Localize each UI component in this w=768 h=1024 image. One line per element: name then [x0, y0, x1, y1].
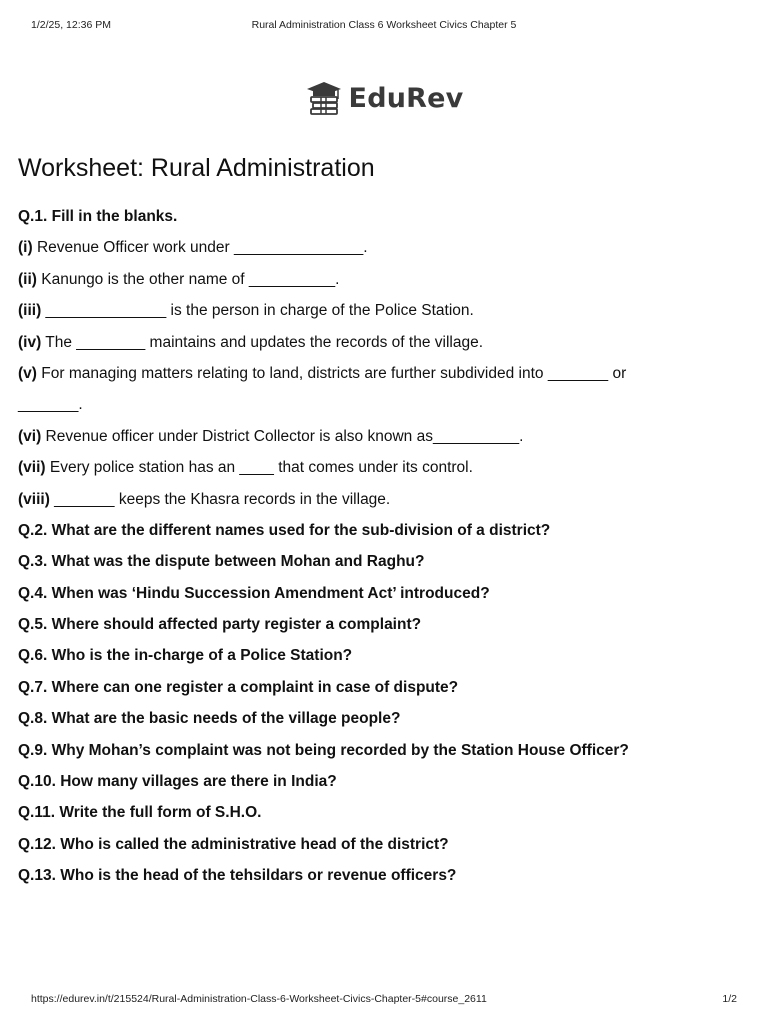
fill-blank-item: [18, 452, 718, 483]
item-number: (iv): [18, 333, 42, 351]
fill-blank-item: [18, 421, 718, 452]
worksheet-content: [18, 201, 718, 892]
item-number: (vi): [18, 427, 42, 445]
question: Q.3. What was the dispute between Mohan and Raghu?: [18, 553, 425, 571]
fill-blank-item: [18, 484, 718, 515]
worksheet-title: Worksheet: Rural Administration: [18, 154, 375, 182]
fill-blank-item: [18, 327, 718, 358]
question: Q.11. Write the full form of S.H.O.: [18, 804, 262, 822]
question: Q.9. Why Mohan’s complaint was not being recorded by the Station House Officer?: [18, 741, 629, 759]
page-url-link[interactable]: https://edurev.in/t/215524/Rural-Administration-Class-6-Worksheet-Civics-Chapter-5#course_2611: [31, 993, 487, 1005]
item-number: (vii): [18, 459, 46, 477]
logo-text: EduRev: [348, 82, 464, 114]
fill-blank-item-continued: [18, 389, 718, 420]
item-text: _______ keeps the Khasra records in the village.: [49, 490, 391, 508]
edurev-logo[interactable]: [0, 78, 768, 118]
item-text: For managing matters relating to land, districts are further subdivided into _______ or: [36, 364, 627, 382]
graduation-cap-books-icon: [305, 80, 343, 116]
item-text: The ________ maintains and updates the records of the village.: [41, 333, 484, 351]
print-doc-title: Rural Administration Class 6 Worksheet Civics Chapter 5: [251, 19, 517, 31]
page-number: 1/2: [722, 993, 737, 1005]
print-header: [0, 19, 768, 33]
fill-blank-item: [18, 295, 718, 326]
question: Q.13. Who is the head of the tehsildars or revenue officers?: [18, 867, 457, 885]
question: Q.10. How many villages are there in India?: [18, 773, 337, 791]
print-datetime: 1/2/25, 12:36 PM: [31, 19, 111, 31]
item-text: _______.: [18, 396, 83, 414]
fill-blank-item: [18, 358, 718, 389]
item-text: Revenue officer under District Collector is also known as__________.: [41, 427, 524, 445]
question: Q.2. What are the different names used for the sub-division of a district?: [18, 521, 551, 539]
question: Q.12. Who is called the administrative head of the district?: [18, 835, 449, 853]
item-number: (viii): [18, 490, 50, 508]
fill-blank-item: [18, 264, 718, 295]
question: Q.4. When was ‘Hindu Succession Amendment Act’ introduced?: [18, 584, 490, 602]
item-text: ______________ is the person in charge of the Police Station.: [41, 302, 474, 320]
item-text: Kanungo is the other name of __________.: [36, 270, 340, 288]
item-number: (iii): [18, 302, 42, 320]
question: Q.5. Where should affected party register a complaint?: [18, 616, 422, 634]
item-text: Every police station has an ____ that comes under its control.: [45, 459, 473, 477]
question: Q.8. What are the basic needs of the village people?: [18, 710, 401, 728]
question: Q.7. Where can one register a complaint in case of dispute?: [18, 678, 459, 696]
question: Q.6. Who is the in-charge of a Police Station?: [18, 647, 353, 665]
item-number: (i): [18, 239, 33, 257]
item-text: Revenue Officer work under _______________.: [32, 239, 368, 257]
q1-heading: Q.1. Fill in the blanks.: [18, 208, 178, 225]
item-number: (v): [18, 364, 37, 382]
item-number: (ii): [18, 270, 37, 288]
fill-blank-item: [18, 232, 718, 263]
